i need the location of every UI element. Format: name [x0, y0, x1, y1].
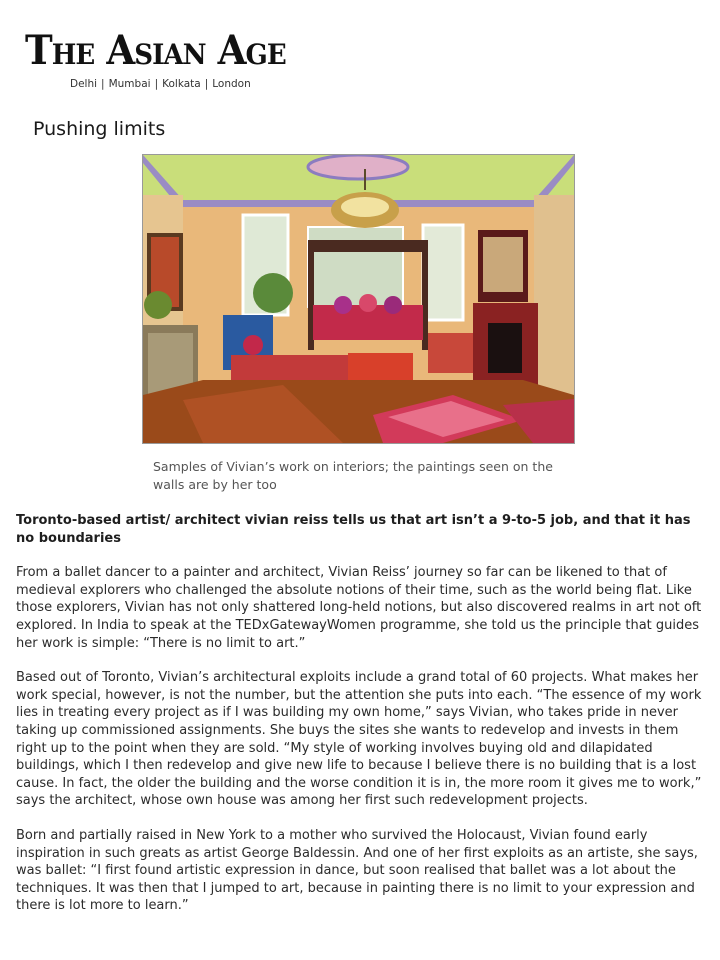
article-body: [16, 512, 708, 932]
article-paragraph: From a ballet dancer to a painter and architect, Vivian Reiss’ journey so far can be likened to that of medieval explorers who challenged the absolute notions of their time, such as the world being flat. Like those explorers, Vivian has not only shattered long-held notions, but also discovered realms in art not oft explored. In India to speak at the TEDxGatewayWomen programme, she told us the principle that guides her work is simple: “There is no limit to art.”: [16, 565, 702, 651]
photo-caption: Samples of Vivian’s work on interiors; the paintings seen on the walls are by her too: [153, 459, 553, 492]
logo-text: The Asian Age: [25, 27, 286, 74]
city-mumbai: Mumbai: [108, 78, 151, 90]
article-lead: Toronto-based artist/ architect vivian reiss tells us that art isn’t a 9-to-5 job, and that it has no boundaries: [16, 513, 691, 546]
article-paragraph: Based out of Toronto, Vivian’s architectural exploits include a grand total of 60 projects. What makes her work special, however, is not the number, but the attention she puts into each. “The essence of my work lies in treating every project as if I was building my own home,” says Vivian, who takes pride in never taking up commissioned assignments. She buys the sites she wants to redevelop and invests in them right up to the point when they are sold. “My style of working involves buying old and dilapidated buildings, which I then redevelop and give new life to because I believe there is no building that is a lost cause. In fact, the older the building and the worse condition it is in, the more room it gives me to work,” says the architect, whose own house was among her first such redevelopment projects.: [16, 670, 702, 809]
city-london: London: [212, 78, 251, 90]
article-paragraph: Born and partially raised in New York to a mother who survived the Holocaust, Vivian found early inspiration in such greats as artist George Baldessin. And one of her first exploits as an artiste, she says, was ballet: “I first found artistic expression in dance, but soon realised that ballet was a lot about the techniques. It was then that I jumped to art, because in painting there is no limit to your expression and there is lot more to learn.”: [16, 827, 698, 914]
article-headline: Pushing limits: [33, 118, 166, 140]
interior-photo-illustration: [143, 155, 574, 443]
city-delhi: Delhi: [70, 78, 98, 90]
interior-photo: [142, 154, 575, 444]
city-kolkata: Kolkata: [162, 78, 201, 90]
newspaper-logo[interactable]: [25, 28, 304, 74]
edition-cities: Delhi | Mumbai | Kolkata | London: [70, 78, 251, 90]
masthead: [25, 27, 325, 90]
